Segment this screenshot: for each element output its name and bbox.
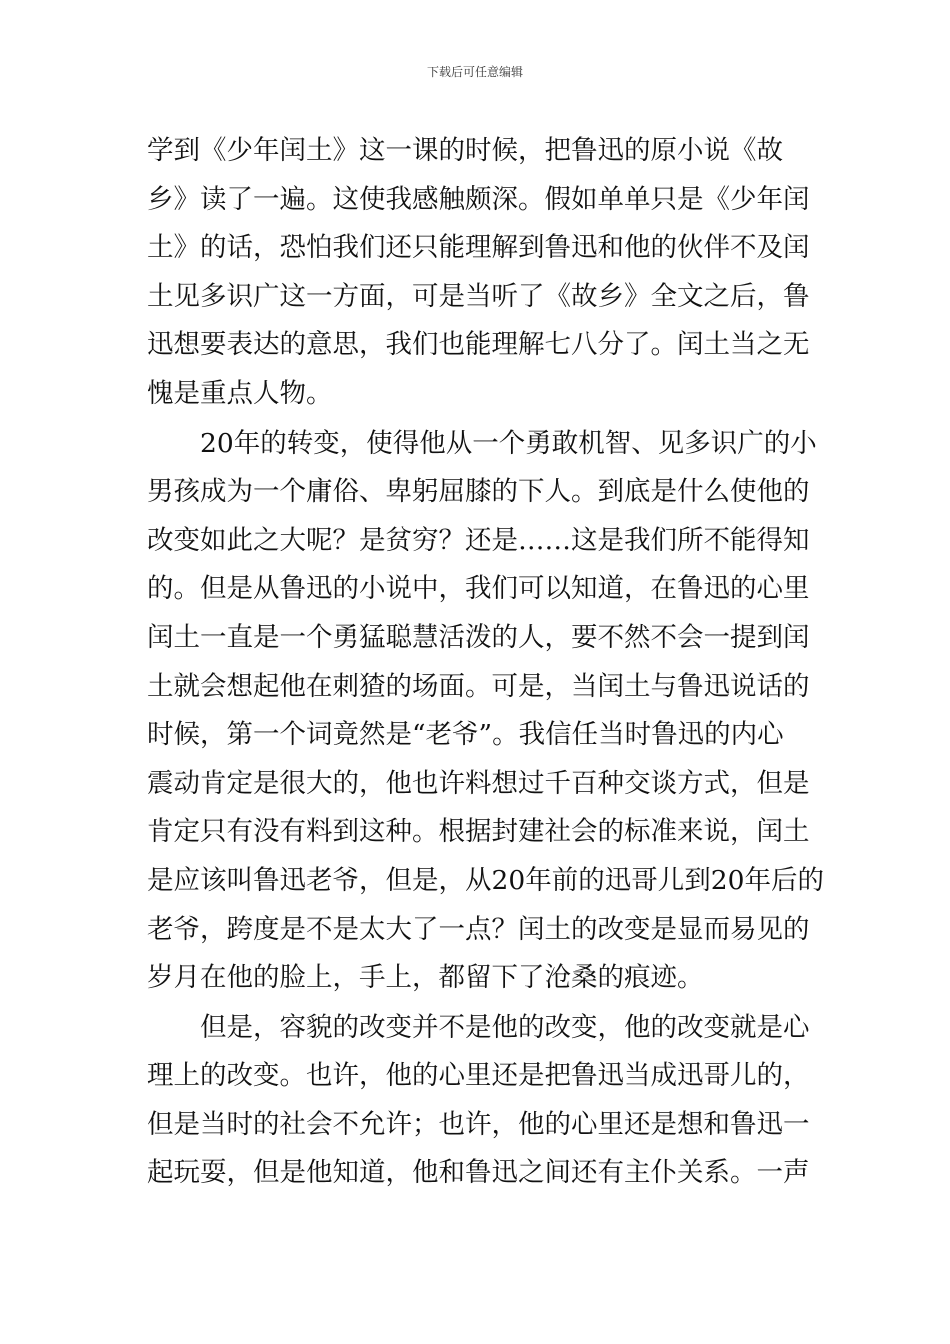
text-line: 肯定只有没有料到这种。根据封建社会的标准来说，闰土 [147,816,810,848]
paragraph-start-line: 但是，容貌的改变并不是他的改变，他的改变就是心 [200,1011,810,1043]
text-line: 老爷，跨度是不是太大了一点？闰土的改变是显而易见的 [147,913,810,945]
document-body [147,127,824,1198]
text-line: 的。但是从鲁迅的小说中，我们可以知道，在鲁迅的心里 [147,573,810,605]
text-line: 改变如此之大呢？是贫穷？还是……这是我们所不能得知 [147,524,810,556]
text-line: 土见多识广这一方面，可是当听了《故乡》全文之后，鲁 [147,280,810,312]
text-line: 乡》读了一遍。这使我感触颇深。假如单单只是《少年闰 [147,183,810,215]
text-line: 迅想要表达的意思，我们也能理解七八分了。闰土当之无 [147,329,810,361]
text-line: 震动肯定是很大的，他也许料想过千百种交谈方式，但是 [147,767,810,799]
text-line: 但是当时的社会不允许；也许，他的心里还是想和鲁迅一 [147,1108,810,1140]
text-line: 土》的话，恐怕我们还只能理解到鲁迅和他的伙伴不及闰 [147,232,810,264]
paragraph-start-line: 20年的转变，使得他从一个勇敢机智、见多识广的小 [200,427,817,459]
text-line: 土就会想起他在刺猹的场面。可是，当闰土与鲁迅说话的 [147,670,810,702]
text-line: 理上的改变。也许，他的心里还是把鲁迅当成迅哥儿的， [147,1060,810,1092]
text-line: 愧是重点人物。 [147,377,333,409]
text-line: 是应该叫鲁迅老爷，但是，从20年前的迅哥儿到20年后的 [147,864,824,896]
text-line: 岁月在他的脸上，手上，都留下了沧桑的痕迹。 [147,962,704,994]
text-line: 学到《少年闰土》这一课的时候，把鲁迅的原小说《故 [147,135,783,166]
text-line: 起玩耍，但是他知道，他和鲁迅之间还有主仆关系。一声 [147,1157,810,1189]
text-line: 男孩成为一个庸俗、卑躬屈膝的下人。到底是什么使他的 [147,476,810,508]
text-line: 闰土一直是一个勇猛聪慧活泼的人，要不然不会一提到闰 [147,621,810,653]
text-line: 时候，第一个词竟然是“老爷”。我信任当时鲁迅的内心 [147,719,784,751]
page-header-note: 下载后可任意编辑 [426,65,523,79]
